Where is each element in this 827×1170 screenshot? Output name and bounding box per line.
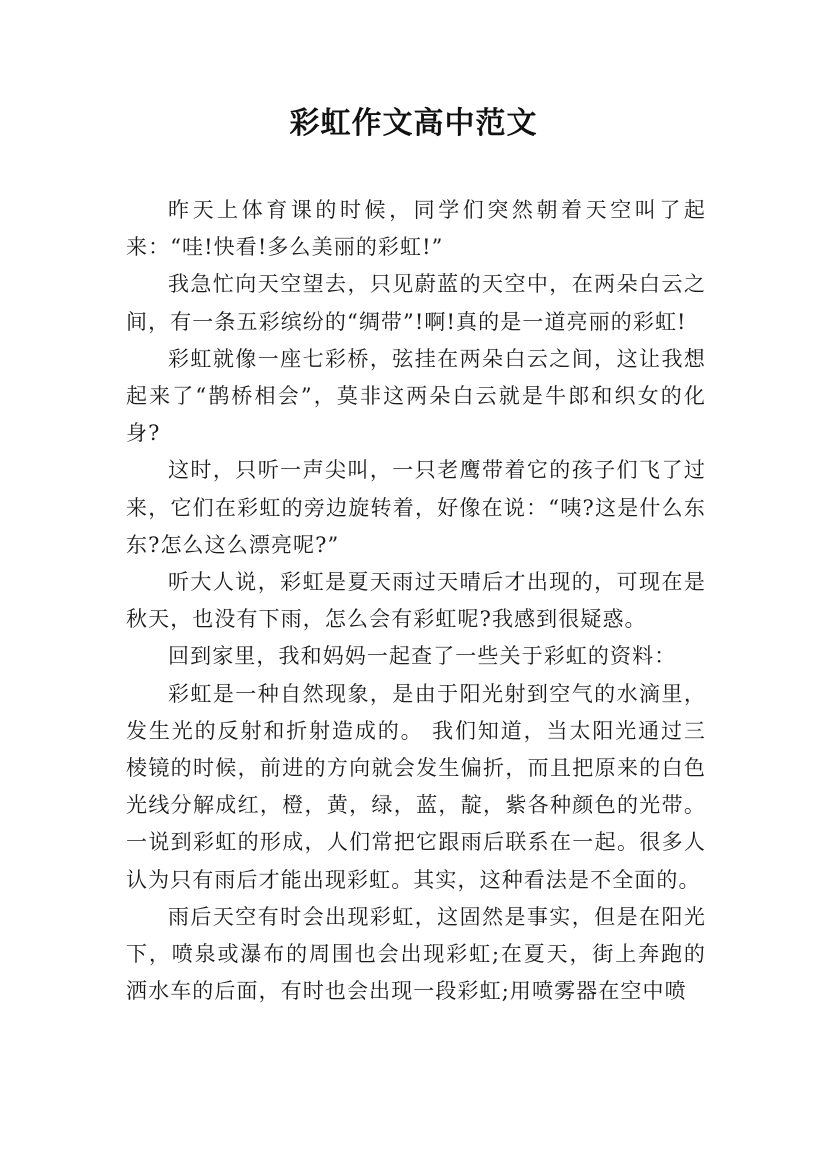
document-title: 彩虹作文高中范文 [289,106,538,141]
paragraph: 彩虹是一种自然现象，是由于阳光射到空气的水滴里，发生光的反射和折射造成的。 我们知道，当太阳光通过三棱镜的时候，前进的方向就会发生偏折，而且把原来的白色光线分解成红，橙，黄，绿，蓝，靛，紫各种颜色的光带。一说到彩虹的形成，人们常把它跟雨后联系在一起。很多人认为只有雨后才能出现彩虹。其实，这种看法是不全面的。 [126,681,706,892]
paragraph: 彩虹就像一座七彩桥，弦挂在两朵白云之间，这让我想起来了“鹊桥相会”，莫非这两朵白云就是牛郎和织女的化身? [126,346,706,446]
paragraph: 昨天上体育课的时候，同学们突然朝着天空叫了起来：“哇!快看!多么美丽的彩虹!” [126,198,706,260]
paragraph: 这时，只听一声尖叫，一只老鹰带着它的孩子们飞了过来，它们在彩虹的旁边旋转着，好像在说：“咦?这是什么东东?怎么这么漂亮呢?” [126,458,706,557]
paragraph: 回到家里，我和妈妈一起查了一些关于彩虹的资料： [168,644,677,669]
paragraph: 雨后天空有时会出现彩虹，这固然是事实，但是在阳光下，喷泉或瀑布的周围也会出现彩虹;在夏天，街上奔跑的洒水车的后面，有时也会出现一段彩虹;用喷雾器在空中喷 [126,904,706,1004]
document-body [126,192,706,1010]
paragraph: 听大人说，彩虹是夏天雨过天晴后才出现的，可现在是秋天，也没有下雨，怎么会有彩虹呢?我感到很疑惑。 [126,570,706,632]
paragraph: 我急忙向天空望去，只见蔚蓝的天空中，在两朵白云之间，有一条五彩缤纷的“绸带”!啊!真的是一道亮丽的彩虹! [126,272,706,334]
